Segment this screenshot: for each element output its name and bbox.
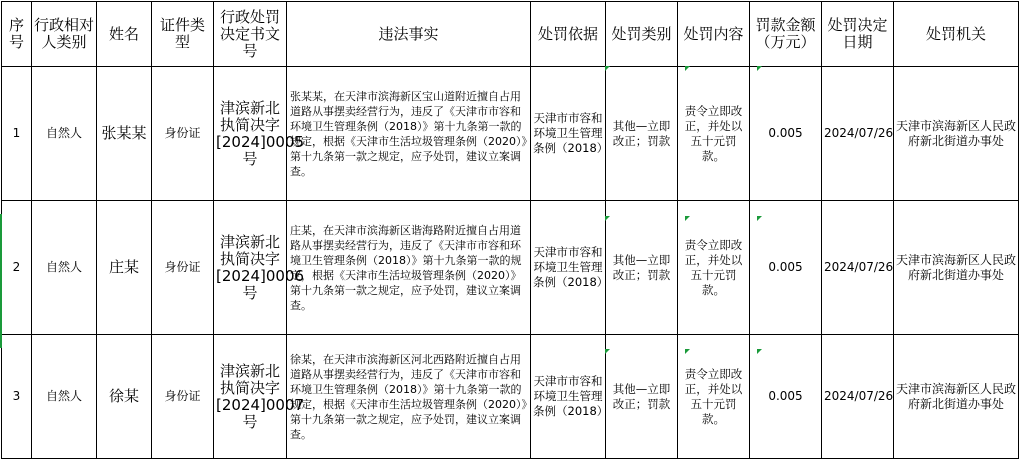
selection-border [0, 214, 2, 348]
cell-party-type[interactable]: 自然人 [32, 335, 97, 459]
cell-id-type[interactable]: 身份证 [152, 335, 214, 459]
cell-marker-icon [685, 66, 690, 71]
cell-fine[interactable]: 0.005 [750, 67, 822, 201]
cell-date[interactable]: 2024/07/26 [822, 67, 894, 201]
header-content: 处罚内容 [678, 2, 750, 67]
cell-party-type[interactable]: 自然人 [32, 67, 97, 201]
penalty-table [1, 1, 1019, 459]
cell-decision-no[interactable]: 津滨新北执简决字[2024]0007号 [214, 335, 287, 459]
cell-marker-icon [605, 349, 610, 354]
cell-party-type[interactable]: 自然人 [32, 201, 97, 335]
cell-marker-icon [757, 66, 762, 71]
cell-violation[interactable]: 徐某，在天津市滨海新区河北西路附近擅自占用道路从事摆卖经营行为，违反了《天津市市容和环境卫生管理条例（2018）》第十九条第一款的规定，根据《天津市生活垃圾管理条例（2020）》第十九条第一款之规定，应予处罚，建议立案调查。 [287, 335, 531, 459]
cell-content[interactable]: 责令立即改正，并处以五十元罚款。 [678, 67, 750, 201]
header-decision-no: 行政处罚决定书文号 [214, 2, 287, 67]
cell-fine[interactable]: 0.005 [750, 335, 822, 459]
header-row [2, 2, 1019, 67]
cell-violation[interactable]: 庄某，在天津市滨海新区谐海路附近擅自占用道路从事摆卖经营行为，违反了《天津市市容和环境卫生管理条例（2018）》第十九条第一款的规定，根据《天津市生活垃圾管理条例（2020）》第十九条第一款之规定，应予处罚，建议立案调查。 [287, 201, 531, 335]
table-row [2, 201, 1019, 335]
cell-decision-no[interactable]: 津滨新北执简决字[2024]0006号 [214, 201, 287, 335]
cell-violation[interactable]: 张某某，在天津市滨海新区宝山道附近擅自占用道路从事摆卖经营行为，违反了《天津市市容和环境卫生管理条例（2018）》第十九条第一款的规定，根据《天津市生活垃圾管理条例（2020）》第十九条第一款之规定，应予处罚，建议立案调查。 [287, 67, 531, 201]
header-date: 处罚决定日期 [822, 2, 894, 67]
header-party-type: 行政相对人类别 [32, 2, 97, 67]
header-fine: 罚款金额（万元） [750, 2, 822, 67]
table-row [2, 335, 1019, 459]
header-authority: 处罚机关 [894, 2, 1019, 67]
cell-date[interactable]: 2024/07/26 [822, 335, 894, 459]
cell-marker-icon [605, 216, 610, 221]
cell-marker-icon [757, 216, 762, 221]
cell-marker-icon [757, 349, 762, 354]
cell-marker-icon [685, 349, 690, 354]
cell-authority[interactable]: 天津市滨海新区人民政府新北街道办事处 [894, 201, 1019, 335]
cell-seq[interactable]: 1 [2, 67, 32, 201]
cell-seq[interactable]: 3 [2, 335, 32, 459]
cell-name[interactable]: 徐某 [97, 335, 152, 459]
cell-marker-icon [605, 66, 610, 71]
cell-id-type[interactable]: 身份证 [152, 201, 214, 335]
table-row [2, 67, 1019, 201]
cell-basis[interactable]: 天津市市容和环境卫生管理条例（2018） [531, 67, 606, 201]
cell-category[interactable]: 其他—立即改正；罚款 [606, 67, 678, 201]
header-category: 处罚类别 [606, 2, 678, 67]
cell-name[interactable]: 庄某 [97, 201, 152, 335]
header-name: 姓名 [97, 2, 152, 67]
cell-name[interactable]: 张某某 [97, 67, 152, 201]
cell-category[interactable]: 其他—立即改正；罚款 [606, 201, 678, 335]
cell-id-type[interactable]: 身份证 [152, 67, 214, 201]
cell-content[interactable]: 责令立即改正，并处以五十元罚款。 [678, 201, 750, 335]
cell-authority[interactable]: 天津市滨海新区人民政府新北街道办事处 [894, 335, 1019, 459]
header-basis: 处罚依据 [531, 2, 606, 67]
cell-authority[interactable]: 天津市滨海新区人民政府新北街道办事处 [894, 67, 1019, 201]
header-violation: 违法事实 [287, 2, 531, 67]
cell-basis[interactable]: 天津市市容和环境卫生管理条例（2018） [531, 201, 606, 335]
cell-date[interactable]: 2024/07/26 [822, 201, 894, 335]
cell-basis[interactable]: 天津市市容和环境卫生管理条例（2018） [531, 335, 606, 459]
cell-marker-icon [685, 216, 690, 221]
header-seq: 序号 [2, 2, 32, 67]
cell-seq[interactable]: 2 [2, 201, 32, 335]
cell-decision-no[interactable]: 津滨新北执简决字[2024]0005号 [214, 67, 287, 201]
header-id-type: 证件类型 [152, 2, 214, 67]
cell-content[interactable]: 责令立即改正，并处以五十元罚款。 [678, 335, 750, 459]
cell-fine[interactable]: 0.005 [750, 201, 822, 335]
cell-category[interactable]: 其他—立即改正；罚款 [606, 335, 678, 459]
